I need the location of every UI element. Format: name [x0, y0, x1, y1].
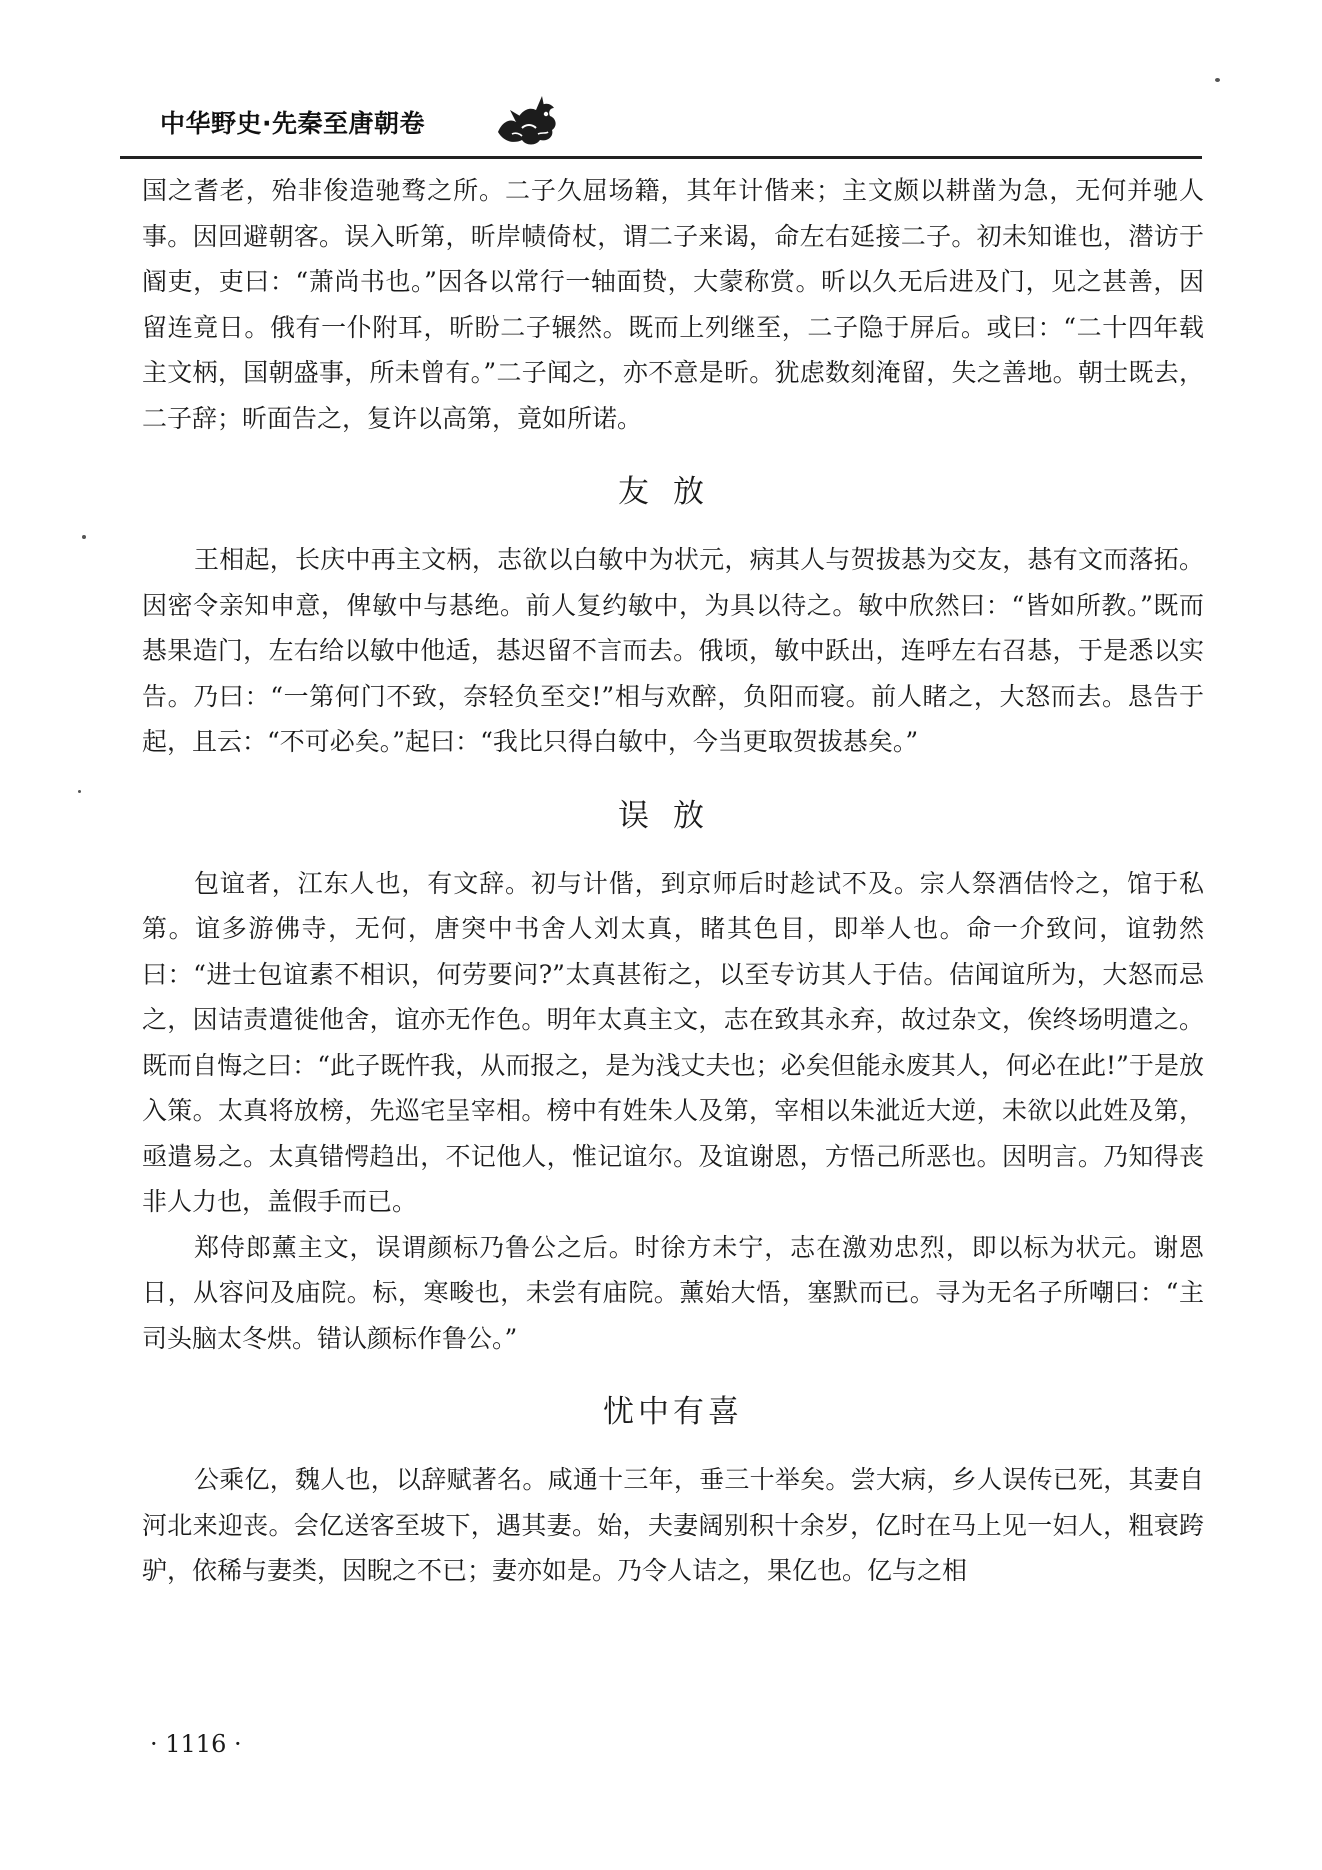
scan-speck — [82, 535, 86, 539]
body-paragraph: 国之耆老，殆非俊造驰骛之所。二子久屈场籍，其年计偕来；主文颇以耕凿为急，无何并驰人事。因回避朝客。误入昕第，昕岸帻倚杖，谓二子来谒，命左右延接二子。初未知谁也，潜访于阍吏，吏曰：“萧尚书也。”因各以常行一轴面贽，大蒙称赏。昕以久无后进及门，见之甚善，因留连竟日。俄有一仆附耳，昕盼二子辗然。既而上列继至，二子隐于屏后。或曰：“二十四年载主文柄，国朝盛事，所未曾有。”二子闻之，亦不意是昕。犹虑数刻淹留，失之善地。朝士既去，二子辞；昕面告之，复许以高第，竟如所诺。 — [142, 176, 1204, 433]
section-heading-youfang: 友放 — [618, 474, 728, 510]
section-heading-youzhongyouxi: 忧中有喜 — [603, 1394, 743, 1430]
body-paragraph: 包谊者，江东人也，有文辞。初与计偕，到京师后时趁试不及。宗人祭酒佶怜之，馆于私第。谊多游佛寺，无何，唐突中书舍人刘太真，睹其色目，即举人也。命一介致问，谊勃然曰：“进士包谊素不相识，何劳要问?”太真甚衔之，以至专访其人于佶。佶闻谊所为，大怒而忌之，因诘责遣徙他舍，谊亦无作色。明年太真主文，志在致其永弃，故过杂文，俟终场明遣之。既而自悔之曰：“此子既忤我，从而报之，是为浅丈夫也；必矣但能永废其人，何必在此!”于是放入策。太真将放榜，先巡宅呈宰相。榜中有姓朱人及第，宰相以朱泚近大逆，未欲以此姓及第，亟遣易之。太真错愕趋出，不记他人，惟记谊尔。及谊谢恩，方悟己所恶也。因明言。乃知得丧非人力也，盖假手而已。 — [142, 868, 1204, 1216]
scan-speck — [78, 790, 81, 793]
running-header — [120, 92, 1220, 162]
body-paragraph: 公乘亿，魏人也，以辞赋著名。咸通十三年，垂三十举矣。尝大病，乡人误传已死，其妻自河北来迎丧。会亿送客至坡下，遇其妻。始，夫妻阔别积十余岁，亿时在马上见一妇人，粗衰跨驴，依稀与妻类，因睨之不已；妻亦如是。乃令人诘之，果亿也。亿与之相 — [142, 1465, 1204, 1585]
page-number: · 1116 · — [150, 1730, 242, 1758]
body-paragraph: 王相起，长庆中再主文柄，志欲以白敏中为状元，病其人与贺拔惎为交友，惎有文而落拓。因密令亲知申意，俾敏中与惎绝。前人复约敏中，为具以待之。敏中欣然曰：“皆如所教。”既而惎果造门，左右给以敏中他适，惎迟留不言而去。俄顷，敏中跃出，连呼左右召惎，于是悉以实告。乃曰：“一第何门不致，奈轻负至交!”相与欢醉，负阳而寝。前人睹之，大怒而去。恳告于起，且云：“不可必矣。”起曰：“我比只得白敏中，今当更取贺拔惎矣。” — [142, 545, 1204, 756]
page-body — [142, 168, 1204, 1594]
body-paragraph: 郑侍郎薰主文，误谓颜标乃鲁公之后。时徐方未宁，志在激劝忠烈，即以标为状元。谢恩日，从容问及庙院。标，寒畯也，未尝有庙院。薰始大悟，塞默而已。寻为无名子所嘲曰：“主司头脑太冬烘。错认颜标作鲁公。” — [142, 1232, 1204, 1353]
book-title: 中华野史·先秦至唐朝卷 — [160, 109, 425, 138]
dragon-emblem-icon — [492, 92, 564, 148]
section-heading-wufang: 误放 — [618, 797, 728, 834]
scan-speck — [1215, 78, 1220, 82]
header-rule — [120, 156, 1202, 159]
